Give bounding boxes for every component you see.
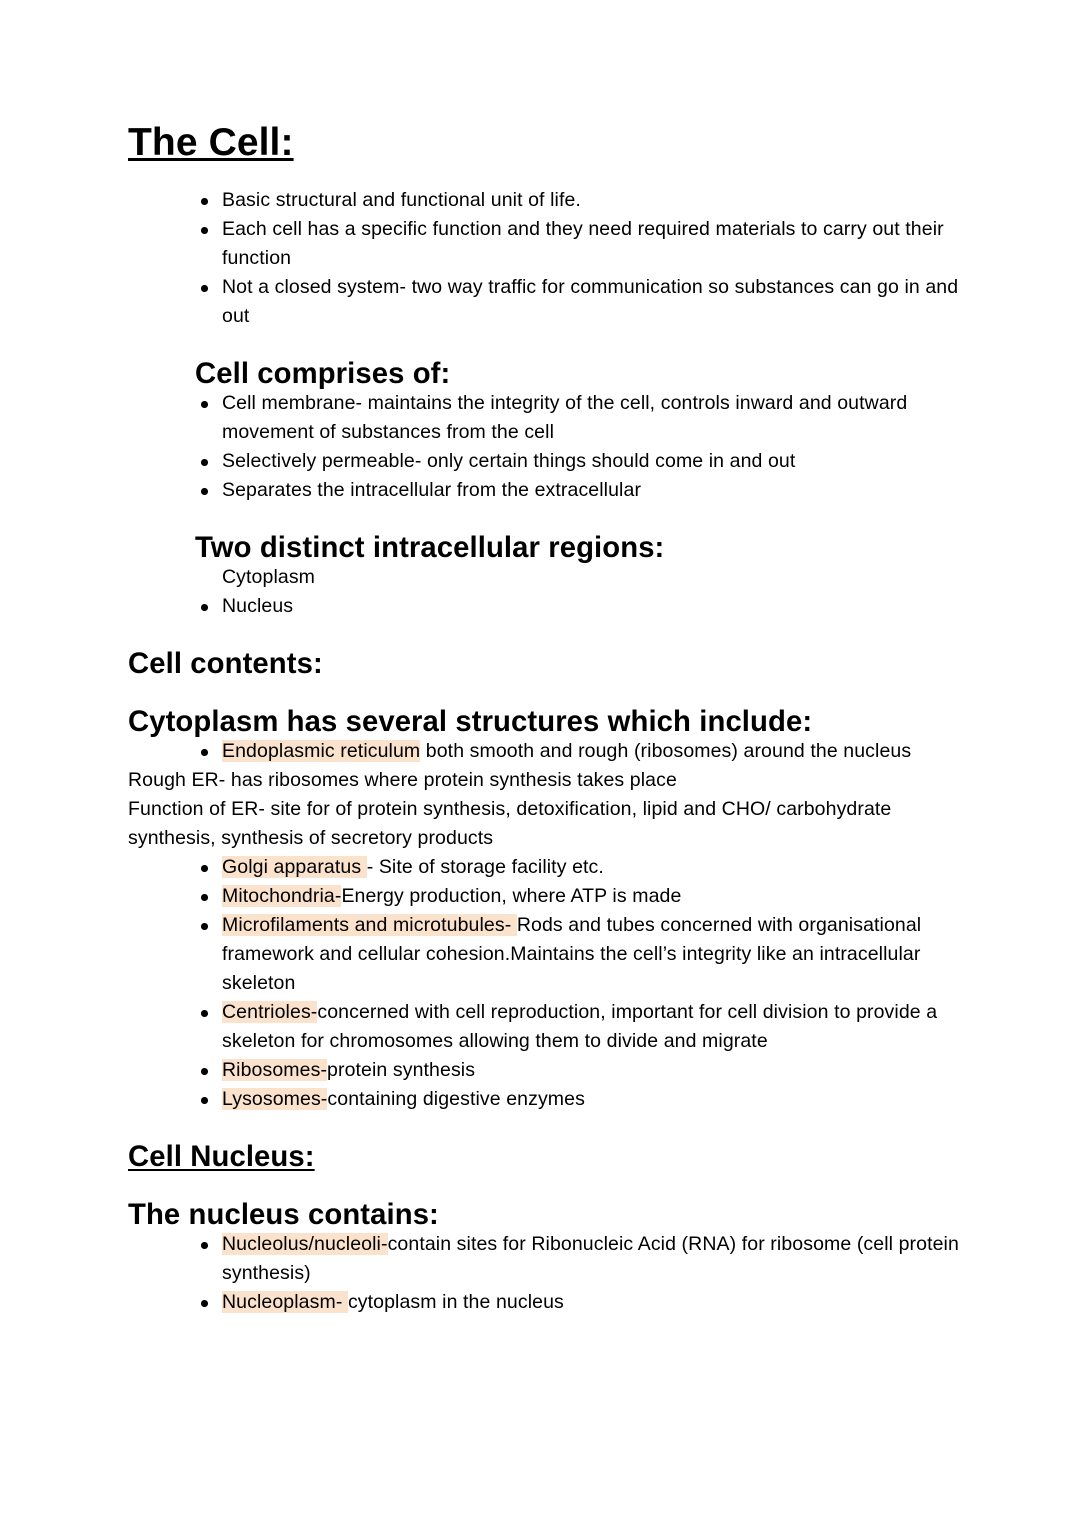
highlighted-term: Ribosomes- [222, 1059, 328, 1081]
list-item-mitochondria [195, 882, 980, 911]
spacer [128, 331, 980, 360]
rough-er-line: Rough ER- has ribosomes where protein synthesis takes place [128, 769, 677, 791]
cell-comprises-heading: Cell comprises of: [195, 358, 451, 390]
spacer [128, 505, 980, 534]
list-item-text: cytoplasm in the nucleus [347, 1291, 564, 1313]
list-item-endoplasmic-reticulum [195, 737, 980, 766]
list-item-text: contain sites for Ribonucleic Acid (RNA) for ribosome (cell protein synthesis) [222, 1233, 959, 1284]
list-item: Cell membrane- maintains the integrity of the cell, controls inward and outward movement of substances from the cell [195, 389, 980, 447]
list-item-text: Energy production, where ATP is made [341, 885, 682, 907]
highlighted-term: Microfilaments and microtubules- [222, 914, 517, 936]
spacer [128, 679, 980, 708]
list-item-golgi-apparatus [195, 853, 980, 882]
spacer [128, 1172, 980, 1201]
list-item: Basic structural and functional unit of life. [195, 186, 980, 215]
list-item-nucleolus [195, 1230, 980, 1288]
spacer [128, 621, 980, 650]
nucleus-bullet-list [128, 1230, 980, 1317]
list-item-centrioles [195, 998, 980, 1056]
list-item-text: concerned with cell reproduction, important for cell division to provide a skeleton for chromosomes allowing them to divide and migrate [222, 1001, 938, 1052]
function-of-er-line: Function of ER- site for of protein synthesis, detoxification, lipid and CHO/ carbohydrate synthesis, synthesis of secretory products [128, 798, 892, 849]
highlighted-term: Golgi apparatus [222, 856, 367, 878]
list-item-text: Rods and tubes concerned with organisational framework and cellular cohesion.Maintains the cell’s integrity like an intracellular skeleton [222, 914, 922, 994]
list-item-text: - Site of storage facility etc. [366, 856, 604, 878]
page-title: The Cell: [128, 121, 294, 164]
list-item-lysosomes [195, 1085, 980, 1114]
list-item-microfilaments-microtubules [195, 911, 980, 998]
highlighted-term: Nucleoplasm- [222, 1291, 348, 1313]
highlighted-term: Lysosomes- [222, 1088, 328, 1110]
cell-contents-heading: Cell contents: [128, 648, 323, 680]
list-item: Selectively permeable- only certain things should come in and out [195, 447, 980, 476]
spacer [128, 1114, 980, 1143]
cell-comprises-bullet-list [128, 389, 980, 505]
list-item-nucleoplasm [195, 1288, 980, 1317]
highlighted-term: Mitochondria- [222, 885, 342, 907]
list-item-cytoplasm: Cytoplasm [222, 566, 316, 588]
document-body [128, 121, 980, 1317]
highlighted-term: Endoplasmic reticulum [222, 740, 421, 762]
intracellular-regions-list [128, 563, 980, 621]
cell-nucleus-heading: Cell Nucleus: [128, 1141, 315, 1173]
nucleus-contains-heading: The nucleus contains: [128, 1199, 439, 1231]
list-item: Each cell has a specific function and they need required materials to carry out their function [195, 215, 980, 273]
list-item: Not a closed system- two way traffic for communication so substances can go in and out [195, 273, 980, 331]
list-item-text: protein synthesis [327, 1059, 476, 1081]
organelle-list [128, 853, 980, 1114]
intracellular-regions-heading: Two distinct intracellular regions: [195, 532, 665, 564]
cytoplasm-er-list [128, 737, 980, 766]
cytoplasm-structures-heading: Cytoplasm has several structures which include: [128, 706, 813, 738]
highlighted-term: Nucleolus/nucleoli- [222, 1233, 388, 1255]
list-item-ribosomes [195, 1056, 980, 1085]
intro-bullet-list [128, 186, 980, 331]
list-item-text: both smooth and rough (ribosomes) around the nucleus [420, 740, 912, 762]
highlighted-term: Centrioles- [222, 1001, 318, 1023]
list-item: Separates the intracellular from the extracellular [195, 476, 980, 505]
list-item: Nucleus [195, 592, 980, 621]
list-item-text: containing digestive enzymes [327, 1088, 585, 1110]
